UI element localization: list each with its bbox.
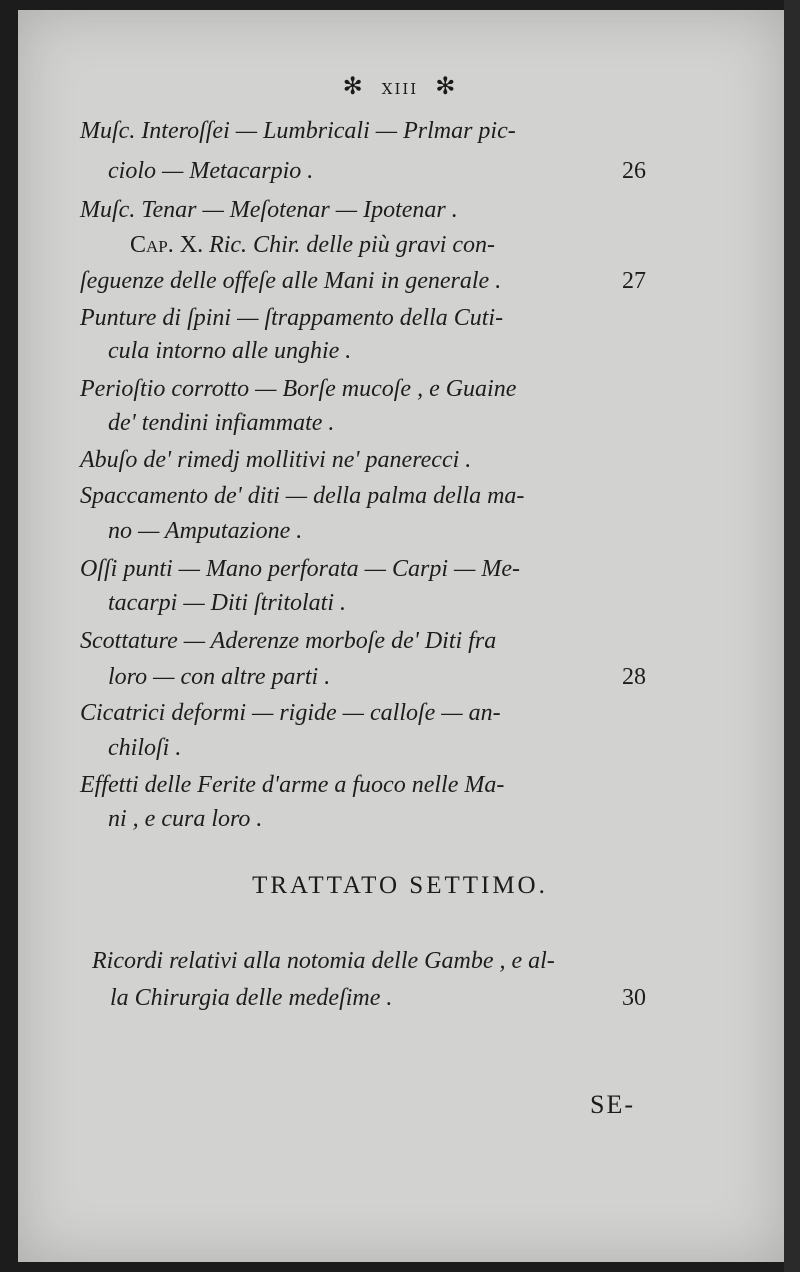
toc-line <box>0 806 800 846</box>
toc-page: 26 <box>622 158 646 184</box>
toc-page: 27 <box>622 268 646 294</box>
toc-line <box>0 158 800 198</box>
asterism-right-icon: ✻ <box>435 72 458 100</box>
toc-text: loro — con altre parti . <box>108 664 331 690</box>
toc-text: Punture di ſpini — ſtrappamento della Cuti- <box>80 305 504 331</box>
toc-line <box>0 483 800 523</box>
toc-text: Effetti delle Ferite d'arme a fuoco nelle Ma- <box>80 772 505 798</box>
toc-line <box>0 268 800 308</box>
chapter-label: Cap. X. <box>130 232 204 258</box>
toc-line <box>0 628 800 668</box>
toc-text: Muſc. Tenar — Meſotenar — Ipotenar . <box>80 197 458 223</box>
toc-line <box>0 338 800 378</box>
asterism-left-icon: ✻ <box>342 72 365 100</box>
toc-page: 30 <box>622 985 646 1011</box>
toc-text: Ric. Chir. delle più gravi con- <box>203 232 496 258</box>
toc-text: ni , e cura loro . <box>108 806 263 832</box>
toc-line <box>0 948 800 988</box>
toc-text: la Chirurgia delle medeſime . <box>110 985 393 1011</box>
toc-text: chiloſi . <box>108 735 182 761</box>
toc-text: Spaccamento de' diti — della palma della ma- <box>80 483 525 509</box>
toc-text: no — Amputazione . <box>108 518 303 544</box>
toc-text: de' tendini infiammate . <box>108 410 335 436</box>
section-title: TRATTATO SETTIMO. <box>252 872 548 899</box>
toc-text: ciolo — Metacarpio . <box>108 158 314 184</box>
toc-line <box>0 735 800 775</box>
toc-text: Scottature — Aderenze morboſe de' Diti fra <box>80 628 497 654</box>
toc-line <box>0 410 800 450</box>
toc-text: ſeguenze delle offeſe alle Mani in generale . <box>80 268 502 294</box>
toc-page: 28 <box>622 664 646 690</box>
toc-text: tacarpi — Diti ſtritolati . <box>108 590 347 616</box>
toc-text: Ricordi relativi alla notomia delle Gambe , e al- <box>92 948 555 974</box>
toc-text: Abuſo de' rimedj mollitivi ne' panerecci . <box>80 447 472 473</box>
page-header <box>0 72 800 100</box>
toc-line <box>0 700 800 740</box>
toc-line <box>0 118 800 158</box>
toc-line <box>0 985 800 1025</box>
roman-page-number: XIII <box>381 80 419 98</box>
toc-line <box>0 447 800 487</box>
toc-line <box>0 197 800 237</box>
toc-line <box>0 664 800 704</box>
toc-line <box>0 590 800 630</box>
toc-text: Oſſi punti — Mano perforata — Carpi — Me- <box>80 556 521 582</box>
toc-text: Muſc. Interoſſei — Lumbricali — Prlmar pic- <box>80 118 516 144</box>
toc-text: Cicatrici deformi — rigide — calloſe — an- <box>80 700 501 726</box>
catchword: SE- <box>590 1090 635 1119</box>
toc-line <box>0 518 800 558</box>
toc-line <box>0 232 800 272</box>
toc-text: Perioſtio corrotto — Borſe mucoſe , e Guaine <box>80 376 517 402</box>
toc-text: cula intorno alle unghie . <box>108 338 352 364</box>
